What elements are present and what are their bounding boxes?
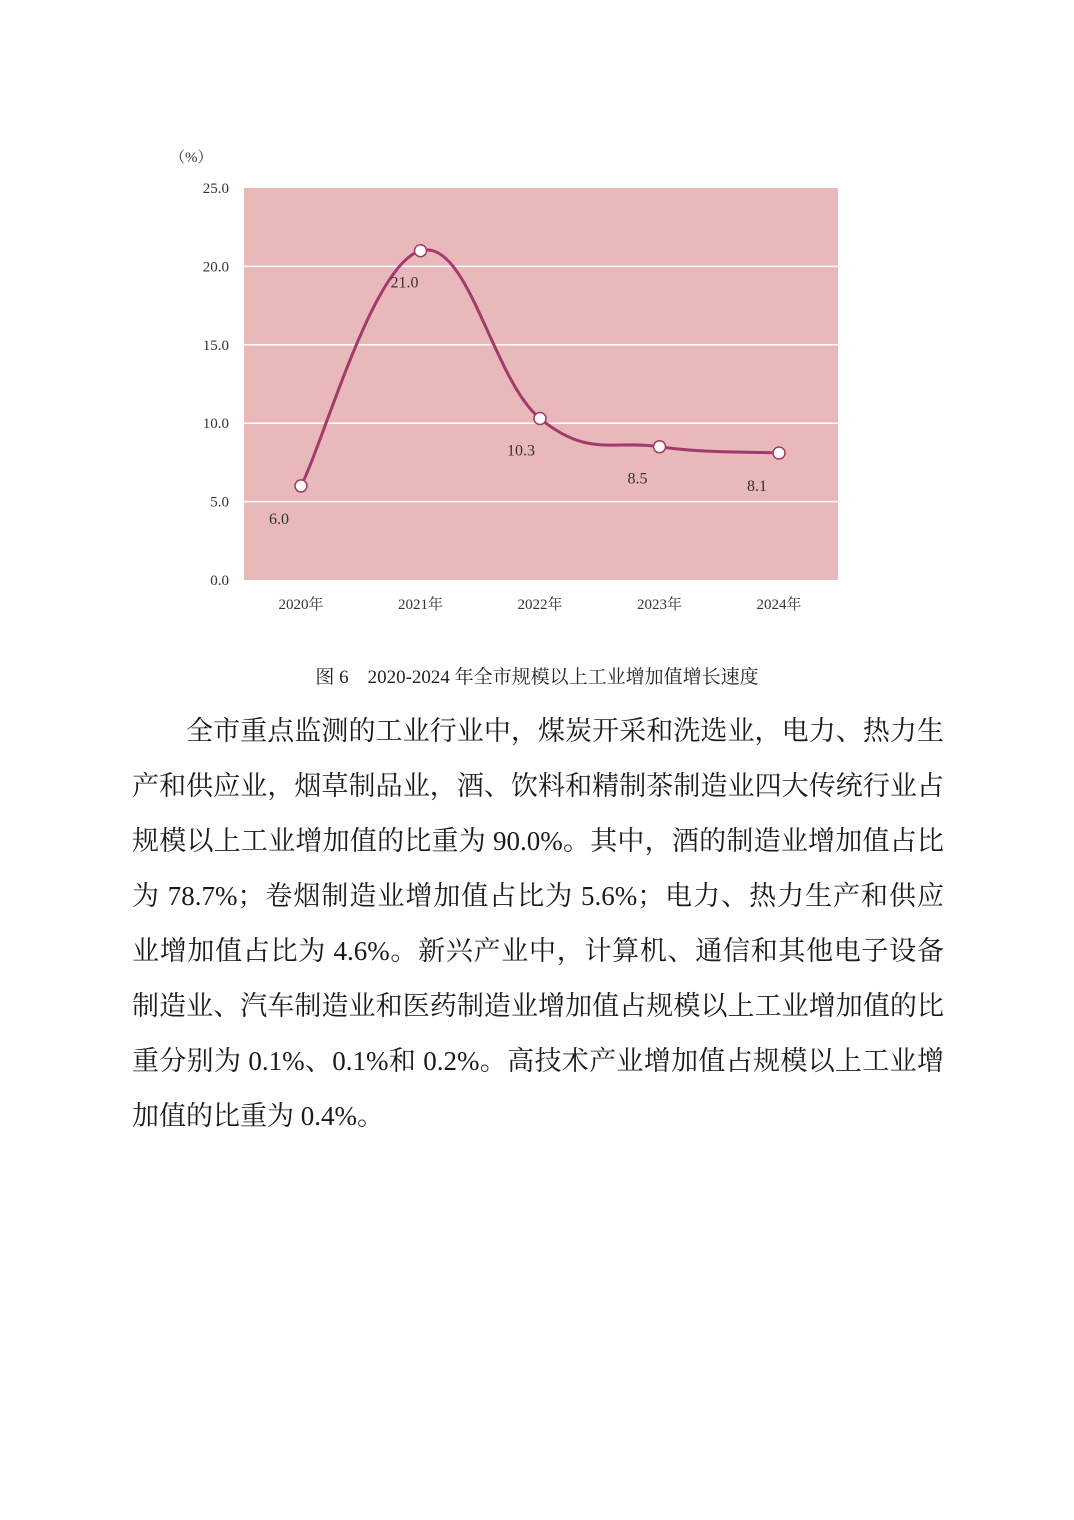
data-label: 10.3	[507, 442, 535, 460]
body-paragraph: 全市重点监测的工业行业中，煤炭开采和洗选业，电力、热力生产和供应业，烟草制品业，酒、饮料和精制茶制造业四大传统行业占规模以上工业增加值的比重为 90.0%。其中，酒的制造业增加值占比为 78.7%；卷烟制造业增加值占比为 5.6%；电力、热力生产和供应业增加值占比为 4.6%。新兴产业中，计算机、通信和其他电子设备制造业、汽车制造业和医药制造业增加值占规模以上工业增加值的比重分别为 0.1%、0.1%和 0.2%。高技术产业增加值占规模以上工业增加值的比重为 0.4%。	[132, 716, 944, 1131]
y-tick-label: 25.0	[202, 181, 229, 197]
y-tick-label: 15.0	[202, 337, 229, 354]
x-tick-label: 2021年	[397, 597, 444, 613]
plot-area	[244, 188, 838, 580]
growth-rate-chart	[0, 0, 1074, 640]
x-axis-ticks	[278, 595, 801, 613]
data-point	[534, 412, 546, 424]
x-tick-label: 2022年	[517, 597, 563, 613]
y-axis-ticks	[203, 181, 229, 589]
data-label: 6.0	[269, 510, 289, 528]
data-label: 8.1	[747, 477, 767, 495]
x-tick-label: 2024年	[756, 597, 802, 613]
y-unit-label: （%）	[170, 150, 213, 166]
data-point	[654, 441, 666, 453]
data-point	[295, 480, 307, 492]
data-label: 8.5	[627, 470, 648, 488]
x-tick-label: 2020年	[278, 597, 324, 613]
figure-caption: 图 6 2020-2024 年全市规模以上工业增加值增长速度	[315, 667, 759, 688]
y-tick-label: 10.0	[202, 416, 229, 433]
y-tick-label: 20.0	[202, 259, 229, 276]
data-point	[415, 245, 427, 257]
x-tick-label: 2023年	[636, 597, 683, 613]
data-label: 21.0	[390, 274, 419, 292]
body-paragraph-block	[132, 704, 944, 1144]
y-tick-label: 5.0	[210, 494, 229, 511]
y-tick-label: 0.0	[210, 573, 229, 589]
data-point	[773, 447, 785, 459]
